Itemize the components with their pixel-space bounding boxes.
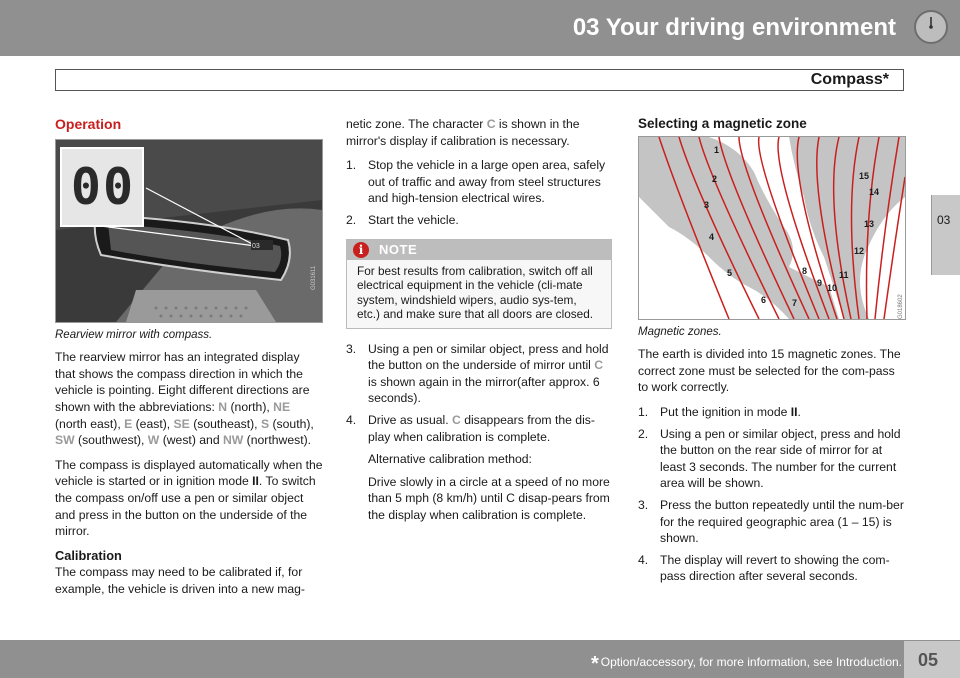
- chapter-title: 03 Your driving environment: [572, 14, 896, 41]
- magnetic-zone-heading: Selecting a magnetic zone: [638, 116, 807, 131]
- alt-method-label: Alternative calibration method:: [368, 452, 532, 467]
- list-item: 3. Using a pen or similar object, press and hold the button on the underside of mirror until C is shown again in the mirror(after approx. 6 seconds).: [346, 341, 609, 406]
- column-magnetic-zone: [638, 116, 906, 593]
- paragraph-display-auto: The compass is displayed automatically when the vehicle is started or in ignition mode II. To switch the compass on/off use a pen or similar object and press in the button on the underside of the mirror.: [55, 457, 323, 539]
- calibration-intro: The compass may need to be calibrated if, for example, the vehicle is driven into a new mag-: [55, 565, 305, 596]
- alt-method-text: Drive slowly in a circle at a speed of no more than 5 mph (8 km/h) until C disap-pears from the display when calibration is complete.: [368, 474, 610, 522]
- figure-code: G018602: [898, 293, 904, 319]
- zone-label: 9: [817, 277, 823, 288]
- list-item: 2. Start the vehicle.: [346, 212, 459, 227]
- magnetic-zone-map: [638, 136, 906, 320]
- section-bar: [55, 69, 904, 91]
- zone-label: 3: [704, 199, 710, 210]
- zone-label: 8: [802, 265, 808, 276]
- zone-label: 4: [709, 231, 715, 242]
- page-header: [0, 0, 960, 56]
- note-header: [347, 240, 611, 260]
- chapter-side-tab: [931, 195, 960, 275]
- mirror-caption: Rearview mirror with compass.: [55, 328, 213, 341]
- mirror-figure: [55, 139, 323, 323]
- column-calibration: [346, 116, 612, 532]
- zone-steps: [638, 404, 906, 585]
- calibration-intro-cont: netic zone. The character C is shown in the mirror's display if calibration is necessary.: [346, 117, 580, 148]
- list-item: 2. Using a pen or similar object, press and hold the button on the rear side of mirror for at least 3 seconds. The number for the current area will be shown.: [638, 426, 901, 491]
- figure-code: G031611: [311, 265, 317, 290]
- page-number-box: [904, 641, 960, 678]
- note-label: NOTE: [379, 241, 418, 257]
- zone-label: 7: [792, 297, 798, 308]
- zone-label: 6: [761, 294, 767, 305]
- info-icon: i: [353, 242, 369, 258]
- list-item: 4. The display will revert to showing the com-pass direction after several seconds.: [638, 552, 890, 584]
- note-box: [346, 239, 612, 329]
- gauge-icon: [914, 10, 948, 44]
- list-item: 1. Stop the vehicle in a large open area, safely out of traffic and away from steel structures and high-tension electrical wires.: [346, 158, 606, 206]
- footer-note: * Option/accessory, for more information, see Introduction.: [590, 653, 902, 675]
- zone-label: 5: [727, 267, 733, 278]
- zone-label: 10: [827, 282, 838, 293]
- calibration-heading: Calibration: [55, 547, 122, 563]
- zone-label: 15: [859, 170, 870, 181]
- mirror-display-text: 03: [252, 242, 260, 250]
- list-item: 4. Drive as usual. C disappears from the dis-play when calibration is complete. Alternative calibration method: Drive slowly in a circle at a speed of no more than 5 mph (8 km/h) until C disap-pears from the display when calibration is complete.: [346, 412, 612, 524]
- compass-display-digits: 00: [70, 158, 136, 217]
- zone-label: 12: [854, 245, 865, 256]
- zone-label: 13: [864, 218, 875, 229]
- zone-label: 1: [714, 144, 720, 155]
- zone-label: 11: [839, 269, 849, 280]
- list-item: 3. Press the button repeatedly until the num-ber for the required geographic area (1 – 15) is shown.: [638, 497, 904, 546]
- section-title: Compass*: [810, 71, 889, 88]
- calibration-steps-a: [346, 157, 612, 228]
- zone-label: 2: [712, 173, 718, 184]
- paragraph-zones: The earth is divided into 15 magnetic zones. The correct zone must be selected for the com-pass to work correctly.: [638, 347, 901, 395]
- page-footer: [0, 640, 960, 678]
- column-operation: [55, 116, 323, 598]
- page-number: 05: [918, 650, 939, 670]
- operation-heading: Operation: [55, 116, 122, 132]
- calibration-steps-b: [346, 341, 612, 524]
- note-text: For best results from calibration, switch off all electrical equipment in the vehicle (cli-mate system, windshield wipers, audio sys-tem, etc.) and make sure that all doors are closed.: [357, 263, 594, 322]
- zone-label: 14: [869, 186, 880, 197]
- chapter-tab-label: 03: [937, 213, 951, 227]
- list-item: 1. Put the ignition in mode II.: [638, 404, 801, 419]
- zone-caption: Magnetic zones.: [638, 325, 722, 338]
- paragraph-directions: The rearview mirror has an integrated display that shows the compass direction in which the vehicle is pointing. Eight different directions are shown with the abbreviations: N (north), NE (north east), E (east), SE (southeast), S (south), SW (southwest), W (west) and NW (northwest).: [55, 350, 314, 448]
